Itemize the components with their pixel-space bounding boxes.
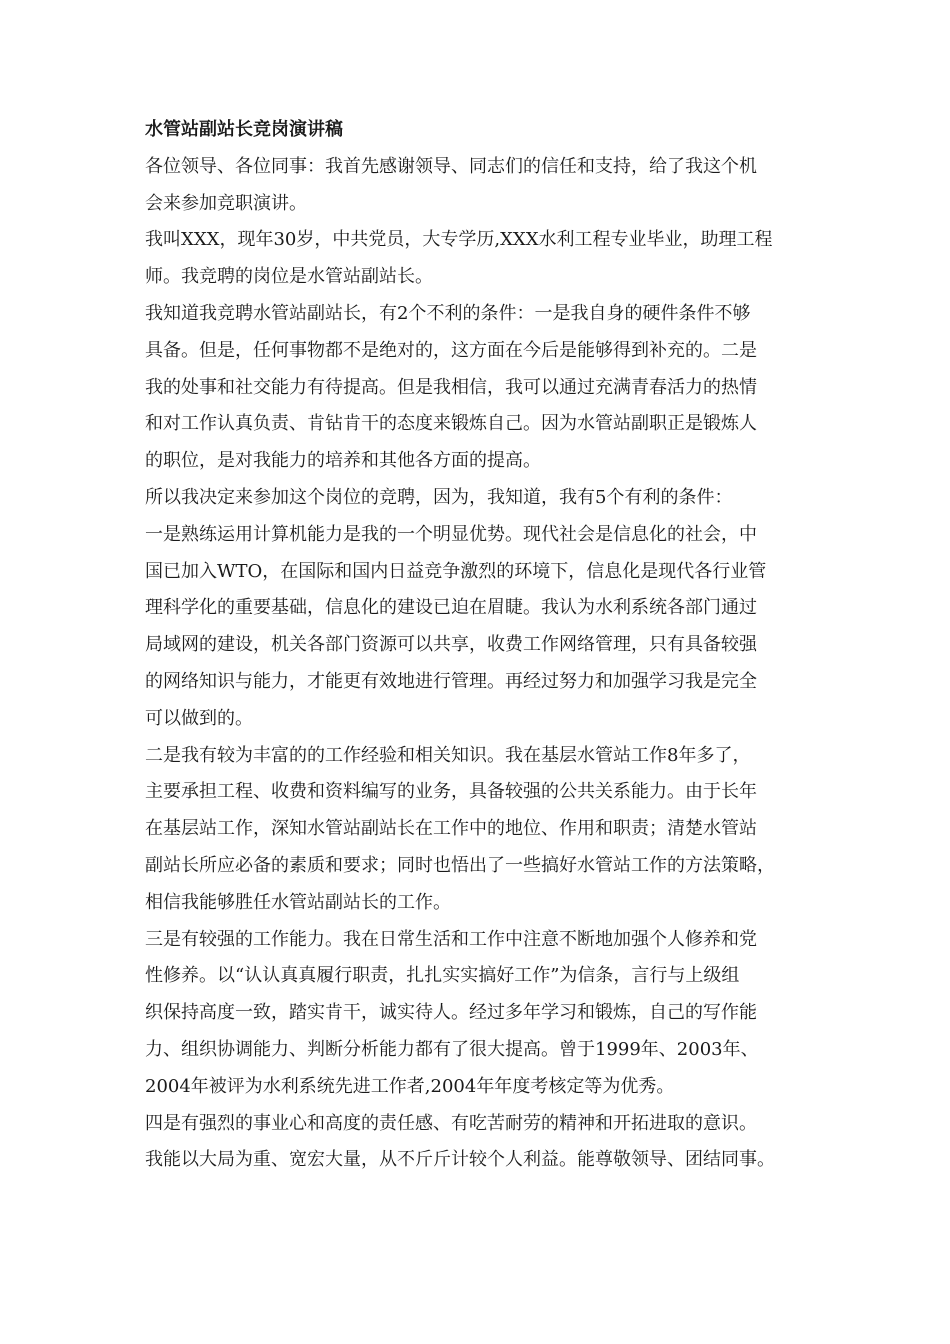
paragraph-line: 师。我竞聘的岗位是水管站副站长。 [145, 266, 433, 288]
paragraph-line: 我能以大局为重、宽宏大量，从不斤斤计较个人利益。能尊敬领导、团结同事。 [145, 1149, 775, 1171]
paragraph-line: 会来参加竞职演讲。 [145, 192, 307, 214]
paragraph-line: 我叫XXX，现年30岁，中共党员，大专学历,XXX水利工程专业毕业，助理工程 [145, 229, 773, 251]
paragraph-line: 我的处事和社交能力有待提高。但是我相信，我可以通过充满青春活力的热情 [145, 376, 757, 398]
paragraph-line: 我知道我竞聘水管站副站长，有2个不利的条件：一是我自身的硬件条件不够 [145, 302, 751, 324]
paragraph-line: 和对工作认真负责、肯钻肯干的态度来锻炼自己。因为水管站副职正是锻炼人 [145, 413, 757, 435]
paragraph-line: 国已加入WTO，在国际和国内日益竞争激烈的环境下，信息化是现代各行业管 [145, 560, 767, 582]
paragraph [145, 149, 813, 223]
paragraph-line: 二是我有较为丰富的的工作经验和相关知识。我在基层水管站工作8年多了， [145, 744, 751, 766]
paragraph-line: 2004年被评为水利系统先进工作者,2004年年度考核定等为优秀。 [145, 1075, 675, 1097]
document-title: 水管站副站长竞岗演讲稿 [145, 119, 343, 140]
paragraph [145, 922, 813, 1106]
paragraph [145, 1106, 813, 1180]
paragraph-list [145, 149, 813, 1179]
paragraph-line: 主要承担工程、收费和资料编写的业务，具备较强的公共关系能力。由于长年 [145, 781, 757, 803]
paragraph-line: 的职位，是对我能力的培养和其他各方面的提高。 [145, 450, 541, 472]
paragraph-line: 所以我决定来参加这个岗位的竞聘，因为，我知道，我有5个有利的条件： [145, 486, 733, 508]
paragraph-line: 一是熟练运用计算机能力是我的一个明显优势。现代社会是信息化的社会，中 [145, 523, 757, 545]
paragraph [145, 517, 813, 738]
paragraph [145, 296, 813, 480]
paragraph-line: 在基层站工作，深知水管站副站长在工作中的地位、作用和职责；清楚水管站 [145, 818, 757, 840]
paragraph-line: 性修养。以“认认真真履行职责，扎扎实实搞好工作”为信条，言行与上级组 [145, 965, 740, 987]
paragraph [145, 738, 813, 922]
paragraph [145, 480, 813, 517]
paragraph-line: 四是有强烈的事业心和高度的责任感、有吃苦耐劳的精神和开拓进取的意识。 [145, 1112, 757, 1134]
paragraph-line: 力、组织协调能力、判断分析能力都有了很大提高。曾于1999年、2003年、 [145, 1038, 759, 1060]
paragraph-line: 各位领导、各位同事：我首先感谢领导、同志们的信任和支持，给了我这个机 [145, 155, 757, 177]
paragraph-line: 织保持高度一致，踏实肯干，诚实待人。经过多年学习和锻炼，自己的写作能 [145, 1002, 757, 1024]
paragraph-line: 的网络知识与能力，才能更有效地进行管理。再经过努力和加强学习我是完全 [145, 670, 757, 692]
paragraph-line: 具备。但是，任何事物都不是绝对的，这方面在今后是能够得到补充的。二是 [145, 339, 757, 361]
paragraph-line: 理科学化的重要基础，信息化的建设已迫在眉睫。我认为水利系统各部门通过 [145, 597, 757, 619]
paragraph-line: 副站长所应必备的素质和要求；同时也悟出了一些搞好水管站工作的方法策略， [145, 854, 775, 876]
paragraph-line: 相信我能够胜任水管站副站长的工作。 [145, 891, 451, 913]
paragraph-line: 三是有较强的工作能力。我在日常生活和工作中注意不断地加强个人修养和党 [145, 928, 757, 950]
paragraph-line: 局域网的建设，机关各部门资源可以共享，收费工作网络管理，只有具备较强 [145, 634, 757, 656]
document-body [145, 112, 813, 1179]
paragraph [145, 222, 813, 296]
paragraph-line: 可以做到的。 [145, 707, 253, 729]
